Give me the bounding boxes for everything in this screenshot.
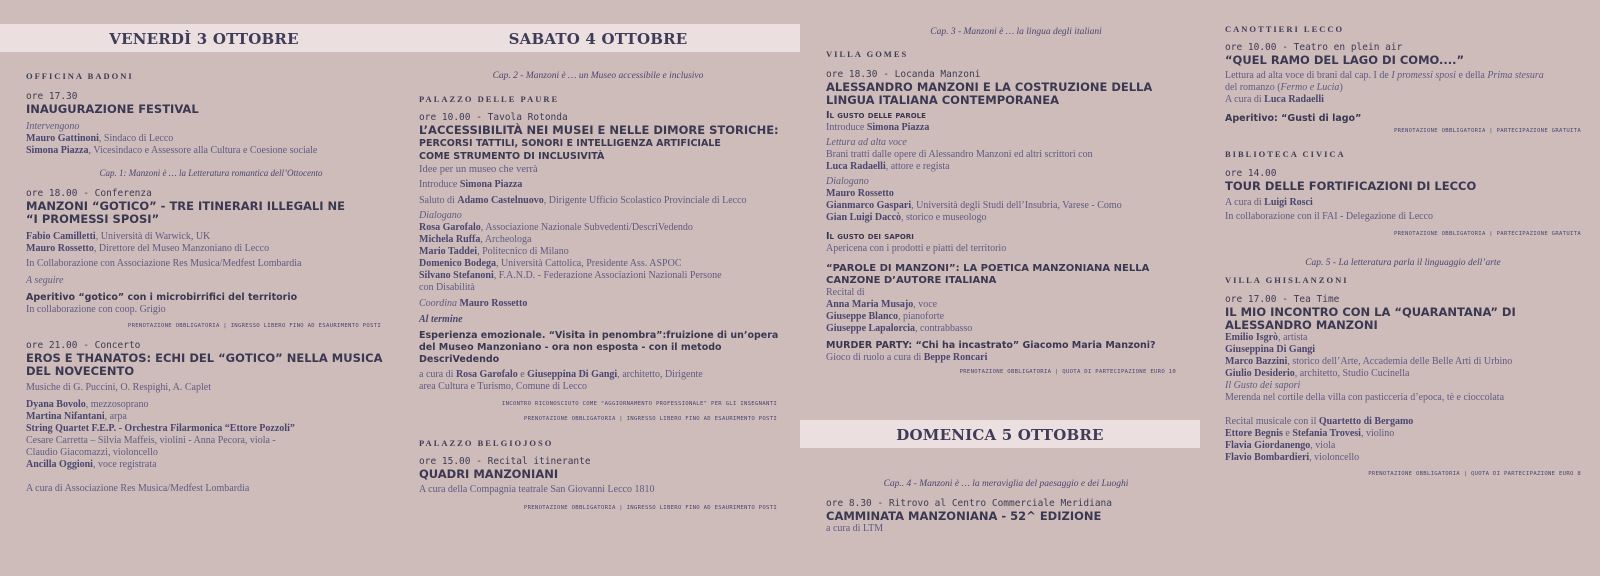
- performer-line: Dyana Bovolo, mezzosoprano: [26, 399, 149, 410]
- speaker-line: Mauro Rossetto, Direttore del Museo Manzoniano di Lecco: [26, 243, 270, 254]
- speaker-line: Emilio Isgrò, artista: [1225, 332, 1308, 343]
- event-title: “QUEL RAMO DEL LAGO DI COMO....”: [1225, 53, 1465, 67]
- reading-label: Lettura ad alta voce: [826, 137, 907, 148]
- performer-line: Giuseppe Blanco, pianoforte: [826, 311, 945, 322]
- performer-line: Giuseppe Lapalorcia, contrabbasso: [826, 323, 973, 334]
- speaker-line: Michela Ruffa, Archeologa: [419, 234, 532, 245]
- dialogue-label: Dialogano: [826, 176, 869, 187]
- event-title: “PAROLE DI MANZONI”: LA POETICA MANZONIANA NELLA: [826, 263, 1150, 274]
- event-title: MANZONI “GOTICO” - TRE ITINERARI ILLEGALI NE: [26, 199, 345, 213]
- event-time: ore 17.00 - Tea Time: [1225, 294, 1340, 305]
- speaker-line: Luca Radaelli, attore e regista: [826, 161, 950, 172]
- speakers-lead: Intervengono: [26, 121, 80, 132]
- murder-party-title: MURDER PARTY: “Chi ha incastrato” Giacomo Maria Manzoni?: [826, 340, 1156, 351]
- speaker-line: Giuseppina Di Gangi: [1225, 344, 1316, 355]
- chapter-caption: Cap. 3 - Manzoni è … la lingua degli italiani: [930, 27, 1102, 37]
- program-line: Musiche di G. Puccini, O. Respighi, A. Caplet: [26, 382, 211, 393]
- speaker-line: Domenico Bodega, Università Cattolica, Presidente Ass. ASPOC: [419, 258, 682, 269]
- booking-note: PRENOTAZIONE OBBLIGATORIA | PARTECIPAZIONE GRATUITA: [1393, 128, 1581, 134]
- event-title: CAMMINATA MANZONIANA - 52^ EDIZIONE: [826, 509, 1102, 523]
- curated-by: A cura di Luigi Rosci: [1225, 197, 1313, 208]
- booking-note: PRENOTAZIONE OBBLIGATORIA | PARTECIPAZIONE GRATUITA: [1393, 231, 1581, 237]
- moderator-line: Coordina Mauro Rossetto: [419, 298, 528, 309]
- speaker-line: Mario Taddei, Politecnico di Milano: [419, 246, 569, 257]
- speaker-line: con Disabilità: [419, 282, 475, 293]
- experience-title: Esperienza emozionale. “Visita in penombra”:fruizione di un’opera: [419, 330, 779, 341]
- event-subtitle: PERCORSI TATTILI, SONORI E INTELLIGENZA ARTIFICIALE: [419, 138, 721, 149]
- booking-note: PRENOTAZIONE OBBLIGATORIA | INGRESSO LIBERO FINO AD ESAURIMENTO POSTI: [127, 323, 381, 329]
- event-time: ore 14.00: [1225, 168, 1277, 179]
- chapter-caption: Cap. 5 - La letteratura parla il linguaggio dell’arte: [1305, 258, 1501, 268]
- event-time: ore 18.30 - Locanda Manzoni: [826, 69, 981, 80]
- aperitivo-title: Aperitivo “gotico” con i microbirrifici del territorio: [26, 292, 298, 303]
- curated-by: a cura di LTM: [826, 523, 884, 534]
- reading-line: del romanzo (Fermo e Lucia): [1225, 82, 1343, 93]
- saturday-heading: SABATO 4 OTTOBRE: [508, 30, 688, 48]
- event-title: LINGUA ITALIANA CONTEMPORANEA: [826, 93, 1060, 107]
- curated-by: area Cultura e Turismo, Comune di Lecco: [419, 381, 588, 392]
- follow-label: A seguire: [26, 275, 64, 286]
- performer-line: Ettore Begnis e Stefania Trovesi, violino: [1225, 428, 1395, 439]
- speaker-line: Fabio Camilletti, Università di Warwick, UK: [26, 231, 211, 242]
- afterwards-label: Al termine: [419, 314, 463, 325]
- venue-palazzo-delle-paure: PALAZZO DELLE PAURE: [419, 94, 560, 104]
- speaker-line: Silvano Stefanoni, F.A.N.D. - Federazione Associazioni Nazionali Persone: [419, 270, 722, 281]
- event-tagline: Idee per un museo che verrà: [419, 164, 538, 175]
- introduction-line: Introduce Simona Piazza: [419, 179, 523, 190]
- sunday-section: [826, 478, 1186, 535]
- event-time: ore 8.30 - Ritrovo al Centro Commerciale Meridiana: [826, 498, 1112, 509]
- experience-title: del Museo Manzoniano - ora non esposta - con il metodo: [419, 342, 722, 353]
- introduction-line: Introduce Simona Piazza: [826, 122, 930, 133]
- merenda-line: Merenda nel cortile della villa con pasticceria d’epoca, tè e cioccolata: [1225, 392, 1505, 403]
- column-saturday-2: [826, 26, 1186, 378]
- section-title: Il gusto dei sapori: [826, 231, 914, 242]
- booking-note: PRENOTAZIONE OBBLIGATORIA | QUOTA DI PARTECIPAZIONE EURO 8: [1368, 471, 1581, 477]
- section-title: Il gusto delle parole: [826, 110, 926, 121]
- event-time: ore 17.30: [26, 91, 78, 102]
- performer-line: Claudio Giacomazzi, violoncello: [26, 447, 158, 458]
- recital-line: Recital musicale con il Quartetto di Bergamo: [1225, 416, 1414, 427]
- booking-note: PRENOTAZIONE OBBLIGATORIA | INGRESSO LIBERO FINO AD ESAURIMENTO POSTI: [523, 416, 777, 422]
- performer-line: Flavia Giordanengo, viola: [1225, 440, 1336, 451]
- friday-heading: VENERDÌ 3 OTTOBRE: [109, 30, 299, 48]
- event-title: “I PROMESSI SPOSI”: [26, 212, 160, 226]
- collaboration-note: In collaborazione con il FAI - Delegazione di Lecco: [1225, 211, 1434, 222]
- event-title: IL MIO INCONTRO CON LA “QUARANTANA” DI: [1225, 305, 1516, 319]
- event-title: ALESSANDRO MANZONI E LA COSTRUZIONE DELLA: [826, 80, 1153, 94]
- booking-note: PRENOTAZIONE OBBLIGATORIA | QUOTA DI PARTECIPAZIONE EURO 10: [959, 369, 1176, 375]
- event-title: L’ACCESSIBILITÀ NEI MUSEI E NELLE DIMORE STORICHE:: [419, 123, 779, 137]
- dialogue-label: Dialogano: [419, 210, 462, 221]
- column-saturday-1: [419, 70, 797, 514]
- speaker-line: Rosa Garofalo, Associazione Nazionale Subvedenti/DescriVedendo: [419, 222, 693, 233]
- recital-label: Recital di: [826, 287, 865, 298]
- speaker-line: Mauro Gattinoni, Sindaco di Lecco: [26, 133, 174, 144]
- chapter-caption: Cap. 2 - Manzoni è … un Museo accessibile e inclusivo: [492, 71, 704, 81]
- event-time: ore 15.00 - Recital itinerante: [419, 456, 591, 467]
- event-title: INAUGURAZIONE FESTIVAL: [26, 102, 199, 116]
- booking-note: PRENOTAZIONE OBBLIGATORIA | INGRESSO LIBERO FINO AD ESAURIMENTO POSTI: [523, 505, 777, 511]
- apericena-line: Apericena con i prodotti e piatti del territorio: [826, 243, 1007, 254]
- column-friday: [26, 70, 396, 495]
- venue-palazzo-belgiojoso: PALAZZO BELGIOJOSO: [419, 438, 554, 448]
- event-title: CANZONE D’AUTORE ITALIANA: [826, 275, 997, 286]
- event-title: QUADRI MANZONIANI: [419, 467, 559, 481]
- performer-line: Martina Nifantani, arpa: [26, 411, 127, 422]
- event-title: ALESSANDRO MANZONI: [1225, 318, 1378, 332]
- venue-biblioteca-civica: BIBLIOTECA CIVICA: [1225, 149, 1346, 159]
- event-subtitle: COME STRUMENTO DI INCLUSIVITÀ: [419, 151, 605, 162]
- sunday-heading: DOMENICA 5 OTTOBRE: [896, 426, 1104, 444]
- experience-title: DescriVedendo: [419, 354, 500, 365]
- event-time: ore 10.00 - Teatro en plein air: [1225, 42, 1403, 53]
- performer-line: String Quartet F.E.P. - Orchestra Filarmonica “Ettore Pozzoli”: [26, 423, 295, 434]
- speaker-line: Giulio Desiderio, architetto, Studio Cucinella: [1225, 368, 1410, 379]
- speaker-line: Mauro Rossetto: [826, 188, 894, 199]
- event-title: DEL NOVECENTO: [26, 364, 135, 378]
- reading-line: Lettura ad alta voce di brani dal cap. I de I promessi sposi e della Prima stesura: [1225, 70, 1544, 81]
- venue-villa-gomes: VILLA GOMES: [826, 49, 909, 59]
- event-time: ore 10.00 - Tavola Rotonda: [419, 112, 568, 123]
- column-sunday: [1225, 23, 1581, 480]
- reading-line: Brani tratti dalle opere di Alessandro Manzoni ed altri scrittori con: [826, 149, 1093, 160]
- performer-line: Ancilla Oggioni, voce registrata: [26, 459, 157, 470]
- event-title: TOUR DELLE FORTIFICAZIONI DI LECCO: [1225, 179, 1477, 193]
- chapter-caption: Cap. 1: Manzoni è … la Letteratura romantica dell’Ottocento: [99, 168, 323, 178]
- curated-by: A cura di Luca Radaelli: [1225, 94, 1324, 105]
- event-time: ore 21.00 - Concerto: [26, 340, 141, 351]
- curated-by: A cura di Associazione Res Musica/Medfest Lombardia: [26, 483, 250, 494]
- curated-by: Gioco di ruolo a cura di Beppe Roncari: [826, 352, 988, 363]
- collaboration-note: In Collaborazione con Associazione Res Musica/Medfest Lombardia: [26, 258, 302, 269]
- speaker-line: Gian Luigi Daccò, storico e museologo: [826, 212, 987, 223]
- section-label: Il Gusto dei sapori: [1225, 380, 1301, 391]
- performer-line: Flavio Bombardieri, violoncello: [1225, 452, 1360, 463]
- aperitivo-title: Aperitivo: “Gusti di lago”: [1225, 113, 1362, 124]
- chapter-caption: Cap.. 4 - Manzoni è … la meraviglia del paesaggio e dei Luoghi: [883, 479, 1129, 489]
- greeting-line: Saluto di Adamo Castelnuovo, Dirigente Ufficio Scolastico Provinciale di Lecco: [419, 195, 747, 206]
- curated-by: A cura della Compagnia teatrale San Giovanni Lecco 1810: [419, 484, 655, 495]
- venue-officina-badoni: OFFICINA BADONI: [26, 71, 134, 81]
- event-time: ore 18.00 - Conferenza: [26, 188, 152, 199]
- venue-villa-ghislanzoni: VILLA GHISLANZONI: [1225, 275, 1349, 285]
- speaker-line: Simona Piazza, Vicesindaco e Assessore alla Cultura e Coesione sociale: [26, 145, 318, 156]
- teacher-credit-note: INCONTRO RICONOSCIUTO COME "AGGIORNAMENTO PROFESSIONALE" PER GLI INSEGNANTI: [501, 401, 777, 407]
- performer-line: Cesare Carretta – Silvia Maffeis, violini - Anna Pecora, viola -: [26, 435, 276, 446]
- event-title: EROS E THANATOS: ECHI DEL “GOTICO” NELLA MUSICA: [26, 351, 383, 365]
- performer-line: Anna Maria Musajo, voce: [826, 299, 938, 310]
- venue-canottieri-lecco: CANOTTIERI LECCO: [1225, 24, 1345, 34]
- speaker-line: Marco Bazzini, storico dell’Arte, Accademia delle Belle Arti di Urbino: [1225, 356, 1513, 367]
- collaboration-note: In collaborazione con coop. Grigio: [26, 304, 166, 315]
- speaker-line: Gianmarco Gaspari, Università degli Studi dell’Insubria, Varese - Como: [826, 200, 1122, 211]
- curated-by: a cura di Rosa Garofalo e Giuseppina Di Gangi, architetto, Dirigente: [419, 369, 703, 380]
